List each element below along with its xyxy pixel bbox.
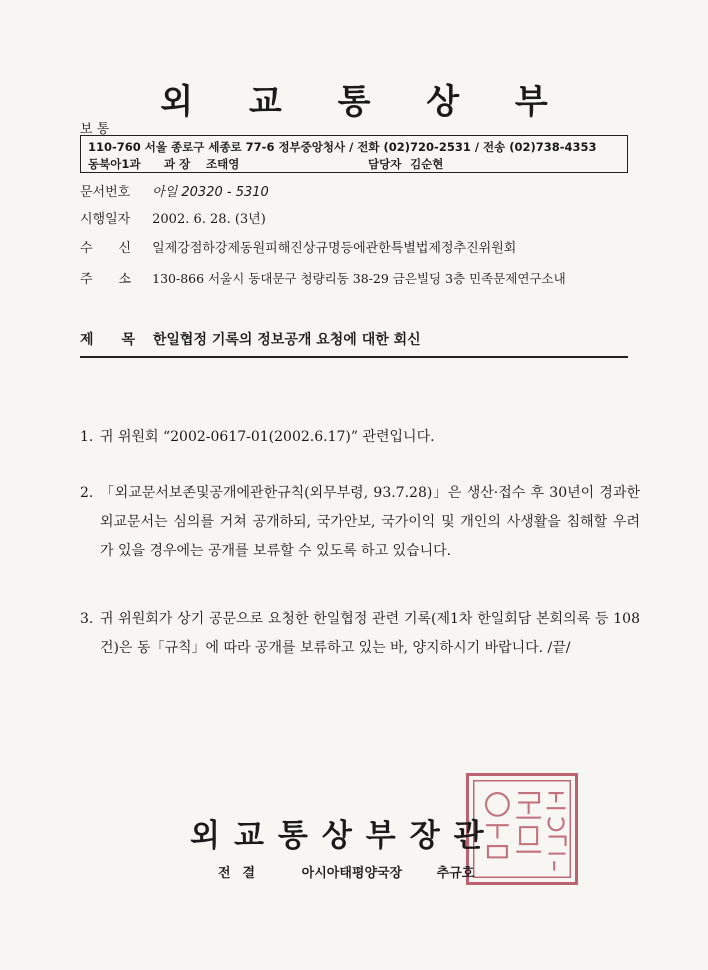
- approval-line: [218, 862, 504, 881]
- paragraph-text: 귀 위원회가 상기 공문으로 요청한 한일협정 관련 기록(제1차 한일회담 본회의록 등 108건)은 동「규칙」에 따라 공개를 보류하고 있는 바, 양지하시기 바랍니다. /끝/: [100, 611, 640, 656]
- sender-department: 동북아1과: [88, 157, 141, 171]
- subject-divider: [80, 356, 628, 358]
- approver-name: 추규호: [436, 866, 475, 881]
- officer-name: 김순현: [410, 157, 444, 171]
- document-title: 외 교 통 상 부: [160, 82, 570, 122]
- paragraph-text: 「외교문서보존및공개에관한규칙(외무부령, 93.7.28)」은 생산·접수 후 30년이 경과한 외교문서는 심의를 거쳐 공개하되, 국가안보, 국가이익 및 개인의 사생활을 침해할 우려가 있을 경우에는 공개를 보류할 수 있도록 하고 있습니다.: [100, 485, 640, 559]
- address-label: 주소: [80, 272, 158, 287]
- doc-number-field: [80, 181, 269, 200]
- subject-label: 제목: [80, 332, 164, 348]
- recipient-label: 수신: [80, 241, 158, 256]
- sender-address: 110-760 서울 종로구 세종로 77-6 정부중앙청사 / 전화 (02)720-2531 / 전송 (02)738-4353: [88, 140, 597, 154]
- paragraph-number: 3.: [80, 611, 94, 627]
- recipient-value: 일제강점하강제동원피해진상규명등에관한특별법제정추진위원회: [152, 241, 517, 256]
- classification-label: 보 통: [80, 122, 110, 137]
- address-value: 130-866 서울시 동대문구 청량리동 38-29 금은빌딩 3층 민족문제연구소내: [152, 271, 566, 286]
- approver-title: 아시아태평양국장: [301, 866, 403, 881]
- paragraph-number: 2.: [80, 485, 94, 501]
- chief-label: 과 장: [164, 157, 191, 171]
- paragraph-3: [80, 605, 640, 663]
- recipient-field: [80, 237, 516, 256]
- paragraph-2: [80, 479, 640, 566]
- issue-date-value: 2002. 6. 28. (3년): [152, 212, 266, 227]
- issue-date-field: [80, 208, 266, 227]
- approval-label: 전결: [218, 866, 268, 881]
- sender-staff: [88, 156, 443, 172]
- issue-date-label: 시행일자: [80, 212, 131, 227]
- paragraph-number: 1.: [80, 429, 94, 445]
- officer-label: 담당자: [368, 157, 402, 171]
- subject-text: 한일협정 기록의 정보공개 요청에 대한 회신: [152, 332, 421, 348]
- address-field: [80, 268, 566, 287]
- doc-number-label: 문서번호: [80, 185, 131, 200]
- subject-line: [80, 329, 421, 349]
- doc-number-value: 아일 20320 - 5310: [152, 185, 269, 200]
- issuer-name: 외교통상부장관: [190, 818, 498, 854]
- paragraph-text: 귀 위원회 “2002-0617-01(2002.6.17)” 관련입니다.: [100, 429, 435, 445]
- paragraph-1: [80, 423, 640, 452]
- sender-info-box: [80, 135, 628, 173]
- chief-name: 조태영: [206, 157, 240, 171]
